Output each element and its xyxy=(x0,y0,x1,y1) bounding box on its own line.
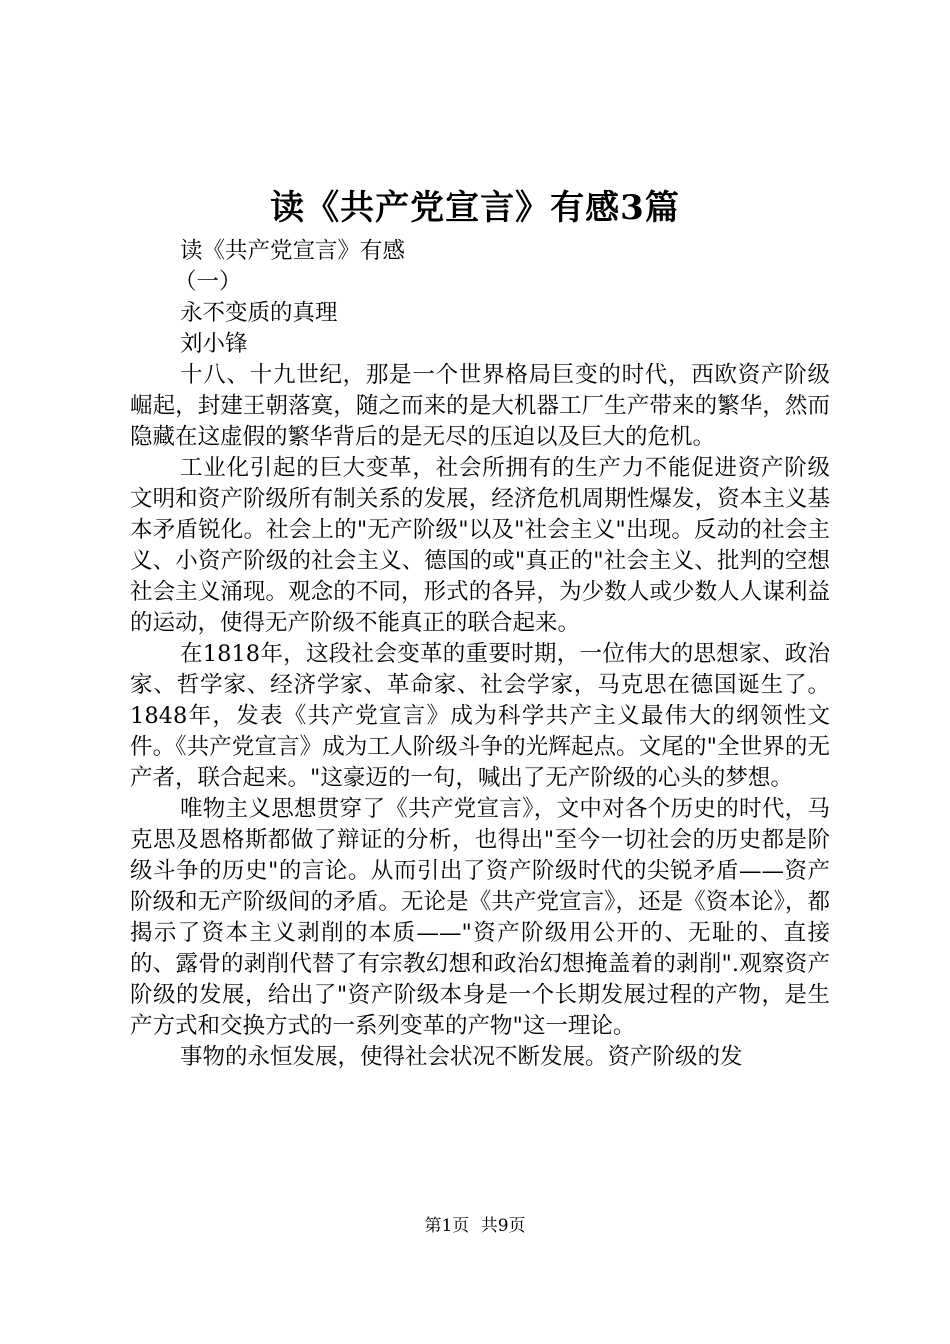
document-title: 读《共产党宣言》有感3篇 xyxy=(270,188,680,228)
page-total: 共9页 xyxy=(480,1216,526,1236)
document-body xyxy=(130,236,830,1073)
author-name: 刘小锋 xyxy=(180,331,248,357)
paragraph-1: 十八、十九世纪，那是一个世界格局巨变的时代，西欧资产阶级崛起，封建王朝落寞，随之而来的是大机器工厂生产带来的繁华，然而隐藏在这虚假的繁华背后的是无尽的压迫以及巨大的危机。 xyxy=(130,362,830,450)
paragraph-5: 事物的永恒发展，使得社会状况不断发展。资产阶级的发 xyxy=(180,1044,743,1070)
paragraph-2: 工业化引起的巨大变革，社会所拥有的生产力不能促进资产阶级文明和资产阶级所有制关系的发展，经济危机周期性爆发，资本主义基本矛盾锐化。社会上的"无产阶级"以及"社会主义"出现。反动的社会主义、小资产阶级的社会主义、德国的或"真正的"社会主义、批判的空想社会主义涌现。观念的不同，形式的各异，为少数人或少数人人谋利益的运动，使得无产阶级不能真正的联合起来。 xyxy=(130,455,830,636)
section-heading: 读《共产党宣言》有感 xyxy=(180,238,406,264)
page-number: 第1页 xyxy=(424,1216,470,1236)
paragraph-3: 在1818年，这段社会变革的重要时期，一位伟大的思想家、政治家、哲学家、经济学家、革命家、社会学家，马克思在德国诞生了。1848年，发表《共产党宣言》成为科学共产主义最伟大的纲领性文件。《共产党宣言》成为工人阶级斗争的光辉起点。文尾的"全世界的无产者，联合起来。"这豪迈的一句，喊出了无产阶级的心头的梦想。 xyxy=(130,641,830,791)
paragraph-4: 唯物主义思想贯穿了《共产党宣言》，文中对各个历史的时代，马克思及恩格斯都做了辩证的分析，也得出"至今一切社会的历史都是阶级斗争的历史"的言论。从而引出了资产阶级时代的尖锐矛盾——资产阶级和无产阶级间的矛盾。无论是《共产党宣言》，还是《资本论》，都揭示了资本主义剥削的本质——"资产阶级用公开的、无耻的、直接的、露骨的剥削代替了有宗教幻想和政治幻想掩盖着的剥削".观察资产阶级的发展，给出了"资产阶级本身是一个长期发展过程的产物，是生产方式和交换方式的一系列变革的产物"这一理论。 xyxy=(130,796,830,1039)
essay-title: 永不变质的真理 xyxy=(180,300,338,326)
part-number: （一） xyxy=(174,269,242,295)
page-footer xyxy=(0,1214,950,1238)
